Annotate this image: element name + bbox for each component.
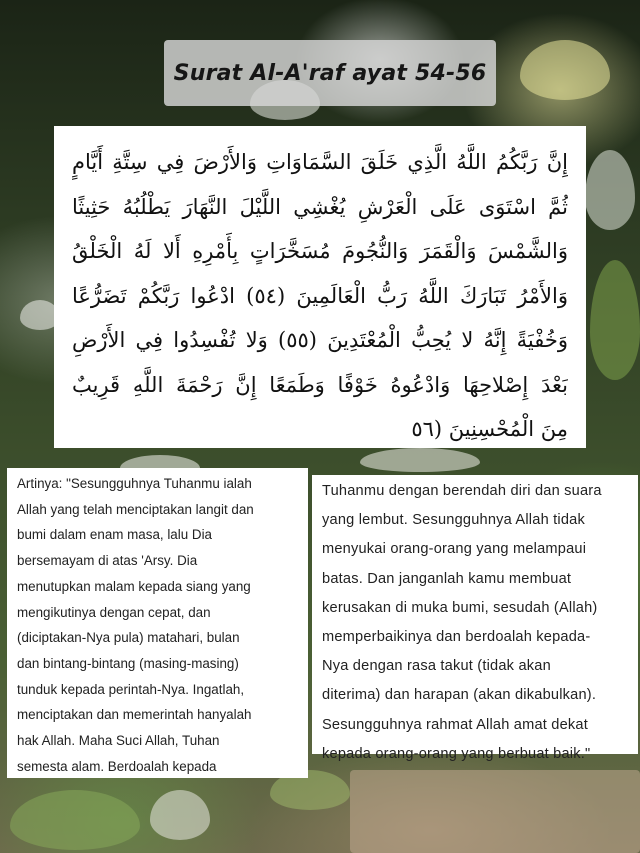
translation-line: mengikutinya dengan cepat, dan bbox=[17, 604, 211, 620]
translation-line: menciptakan dan memerintah hanyalah bbox=[17, 707, 252, 723]
translation-line: Tuhanmu dengan berendah diri dan suara bbox=[322, 483, 602, 499]
background-flower bbox=[585, 150, 635, 230]
background-wall bbox=[350, 770, 640, 853]
background-leaf bbox=[590, 260, 640, 380]
translation-line: kerusakan di muka bumi, sesudah (Allah) bbox=[322, 599, 598, 616]
arabic-verse-line: ثُمَّ اسْتَوَى عَلَى الْعَرْشِ يُغْشِي اللَّيْلَ النَّهَارَ يَطْلُبُهُ حَثِيثًا bbox=[72, 194, 568, 219]
arabic-verse-line: مِنَ الْمُحْسِنِينَ (٥٦ bbox=[411, 417, 568, 441]
arabic-verse-card bbox=[54, 126, 586, 448]
title-banner bbox=[164, 40, 496, 106]
background-flower bbox=[360, 448, 480, 472]
translation-line: (diciptakan-Nya pula) matahari, bulan bbox=[17, 630, 240, 646]
translation-line: diterima) dan harapan (akan dikabulkan). bbox=[322, 687, 597, 704]
arabic-verse-line: وَالأَمْرُ تَبَارَكَ اللَّهُ رَبُّ الْعَالَمِينَ (٥٤) ادْعُوا رَبَّكُمْ تَضَرُّعًا bbox=[72, 283, 568, 308]
translation-line: semesta alam. Berdoalah kepada bbox=[17, 758, 217, 774]
translation-line: tunduk kepada perintah-Nya. Ingatlah, bbox=[17, 681, 245, 697]
translation-line: memperbaikinya dan berdoalah kepada- bbox=[322, 629, 591, 646]
translation-line: Nya dengan rasa takut (tidak akan bbox=[322, 658, 551, 675]
translation-line: Artinya: "Sesungguhnya Tuhanmu ialah bbox=[17, 476, 252, 491]
arabic-verse-line: وَالشَّمْسَ وَالْقَمَرَ وَالنُّجُومَ مُسَخَّرَاتٍ بِأَمْرِهِ أَلا لَهُ الْخَلْقُ bbox=[72, 239, 568, 263]
translation-line: bumi dalam enam masa, lalu Dia bbox=[17, 527, 212, 543]
background-leaf bbox=[10, 790, 140, 850]
translation-line: hak Allah. Maha Suci Allah, Tuhan bbox=[17, 733, 220, 749]
arabic-verse-line: وَخُفْيَةً إِنَّهُ لا يُحِبُّ الْمُعْتَدِينَ (٥٥) وَلا تُفْسِدُوا فِي الأَرْضِ bbox=[72, 328, 568, 352]
translation-line: menyukai orang-orang yang melampaui bbox=[322, 541, 587, 558]
translation-card-left bbox=[7, 468, 308, 778]
translation-line: yang lembut. Sesungguhnya Allah tidak bbox=[322, 512, 585, 529]
arabic-verse-line: بَعْدَ إِصْلاحِهَا وَادْعُوهُ خَوْفًا وَطَمَعًا إِنَّ رَحْمَةَ اللَّهِ قَرِيبٌ bbox=[72, 372, 568, 397]
page-title: Surat Al-A'raf ayat 54-56 bbox=[173, 60, 487, 86]
translation-line: menutupkan malam kepada siang yang bbox=[17, 578, 251, 594]
translation-card-right bbox=[312, 475, 638, 762]
translation-line: Allah yang telah menciptakan langit dan bbox=[17, 501, 254, 517]
translation-line: Sesungguhnya rahmat Allah amat dekat bbox=[322, 716, 589, 733]
background-flower bbox=[520, 40, 610, 100]
translation-line: bersemayam di atas 'Arsy. Dia bbox=[17, 553, 198, 569]
background-flower bbox=[150, 790, 210, 840]
translation-line: batas. Dan janganlah kamu membuat bbox=[322, 570, 572, 587]
translation-line: kepada orang-orang yang berbuat baik." bbox=[322, 745, 591, 762]
translation-line: dan bintang-bintang (masing-masing) bbox=[17, 655, 239, 671]
arabic-verse-line: إِنَّ رَبَّكُمُ اللَّهُ الَّذِي خَلَقَ السَّمَاوَاتِ وَالأَرْضَ فِي سِتَّةِ أَيَّامٍ bbox=[72, 150, 568, 174]
